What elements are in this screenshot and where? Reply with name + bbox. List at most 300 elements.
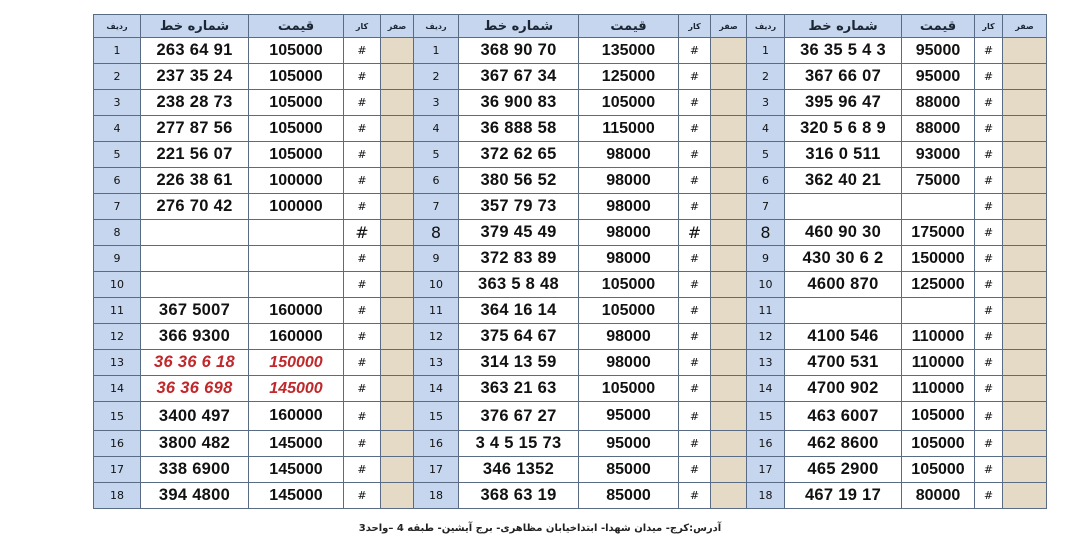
work-mark: # (975, 431, 1003, 457)
row-index: 15 (747, 402, 785, 431)
price-value: 115000 (579, 116, 679, 142)
price-value: 110000 (902, 324, 975, 350)
row-index: 8 (94, 220, 141, 246)
zero-cell (381, 298, 414, 324)
table-row (94, 142, 1047, 168)
work-mark: # (679, 194, 711, 220)
work-mark: # (679, 38, 711, 64)
zero-cell (711, 246, 747, 272)
price-value: 98000 (579, 194, 679, 220)
price-value: 160000 (249, 402, 344, 431)
line-number: 380 56 52 (459, 168, 579, 194)
zero-cell (711, 272, 747, 298)
table-row (94, 38, 1047, 64)
price-value: 105000 (902, 402, 975, 431)
line-number: 376 67 27 (459, 402, 579, 431)
work-mark: # (975, 220, 1003, 246)
zero-cell (1003, 350, 1047, 376)
table-row (94, 431, 1047, 457)
price-value: 98000 (579, 220, 679, 246)
price-value: 105000 (579, 376, 679, 402)
line-number: 367 66 07 (785, 64, 902, 90)
work-mark: # (975, 168, 1003, 194)
address-footer: آدرس:کرج- میدان شهدا- ابتداخیابان مظاهری- برج آیشین- طبقه 4 –واحد3 (358, 523, 722, 534)
work-mark: # (975, 402, 1003, 431)
work-mark: # (344, 376, 381, 402)
work-mark: # (344, 90, 381, 116)
price-value: 175000 (902, 220, 975, 246)
work-mark: # (975, 483, 1003, 509)
zero-cell (1003, 431, 1047, 457)
row-index: 12 (414, 324, 459, 350)
line-number: 4100 546 (785, 324, 902, 350)
work-mark: # (975, 324, 1003, 350)
row-index: 6 (414, 168, 459, 194)
zero-cell (381, 38, 414, 64)
line-number: 430 30 6 2 (785, 246, 902, 272)
price-value: 100000 (249, 194, 344, 220)
row-index: 18 (747, 483, 785, 509)
row-index: 14 (747, 376, 785, 402)
line-number: 4700 902 (785, 376, 902, 402)
work-mark: # (344, 457, 381, 483)
row-index: 12 (94, 324, 141, 350)
line-number: 4700 531 (785, 350, 902, 376)
price-value: 105000 (579, 272, 679, 298)
work-mark: # (344, 38, 381, 64)
row-index: 4 (747, 116, 785, 142)
zero-cell (381, 402, 414, 431)
zero-cell (711, 38, 747, 64)
line-number: 338 6900 (141, 457, 249, 483)
work-mark: # (344, 402, 381, 431)
work-mark: # (975, 194, 1003, 220)
work-mark: # (975, 90, 1003, 116)
row-index: 3 (94, 90, 141, 116)
header-price: قیمت (579, 15, 679, 38)
row-index: 13 (94, 350, 141, 376)
row-index: 9 (414, 246, 459, 272)
row-index: 1 (414, 38, 459, 64)
price-value: 98000 (579, 246, 679, 272)
zero-cell (381, 272, 414, 298)
work-mark: # (975, 116, 1003, 142)
line-number: 3400 497 (141, 402, 249, 431)
zero-cell (711, 457, 747, 483)
work-mark: # (679, 142, 711, 168)
row-index: 6 (747, 168, 785, 194)
work-mark: # (679, 298, 711, 324)
zero-cell (381, 220, 414, 246)
price-value: 105000 (249, 142, 344, 168)
zero-cell (1003, 168, 1047, 194)
row-index: 13 (747, 350, 785, 376)
zero-cell (1003, 324, 1047, 350)
price-value (249, 246, 344, 272)
zero-cell (1003, 457, 1047, 483)
work-mark: # (344, 350, 381, 376)
line-number (141, 246, 249, 272)
row-index: 10 (94, 272, 141, 298)
price-table (93, 14, 1047, 509)
header-row (94, 15, 1047, 38)
price-value: 75000 (902, 168, 975, 194)
work-mark: # (344, 324, 381, 350)
zero-cell (1003, 272, 1047, 298)
row-index: 16 (94, 431, 141, 457)
header-row-label: ردیف (414, 15, 459, 38)
zero-cell (711, 483, 747, 509)
row-index: 7 (414, 194, 459, 220)
header-price: قیمت (902, 15, 975, 38)
row-index: 13 (414, 350, 459, 376)
header-zero: صفر (1003, 15, 1047, 38)
row-index: 7 (747, 194, 785, 220)
price-value: 105000 (579, 298, 679, 324)
line-number: 395 96 47 (785, 90, 902, 116)
zero-cell (1003, 376, 1047, 402)
zero-cell (381, 431, 414, 457)
row-index: 5 (747, 142, 785, 168)
price-value: 150000 (902, 246, 975, 272)
zero-cell (711, 402, 747, 431)
zero-cell (1003, 116, 1047, 142)
row-index: 5 (94, 142, 141, 168)
zero-cell (381, 246, 414, 272)
price-value: 85000 (579, 457, 679, 483)
zero-cell (381, 168, 414, 194)
table-row (94, 350, 1047, 376)
line-number: 3800 482 (141, 431, 249, 457)
zero-cell (711, 298, 747, 324)
line-number: 263 64 91 (141, 38, 249, 64)
zero-cell (711, 90, 747, 116)
row-index: 18 (414, 483, 459, 509)
row-index: 11 (414, 298, 459, 324)
work-mark: # (344, 272, 381, 298)
work-mark: # (344, 220, 381, 246)
work-mark: # (679, 350, 711, 376)
work-mark: # (344, 168, 381, 194)
line-number: 357 79 73 (459, 194, 579, 220)
line-number (785, 194, 902, 220)
zero-cell (1003, 220, 1047, 246)
work-mark: # (975, 246, 1003, 272)
row-index: 7 (94, 194, 141, 220)
zero-cell (381, 483, 414, 509)
row-index: 9 (747, 246, 785, 272)
line-number: 314 13 59 (459, 350, 579, 376)
table-row (94, 457, 1047, 483)
zero-cell (1003, 64, 1047, 90)
line-number (785, 298, 902, 324)
table-row (94, 194, 1047, 220)
row-index: 2 (414, 64, 459, 90)
line-number: 363 5 8 48 (459, 272, 579, 298)
zero-cell (1003, 38, 1047, 64)
work-mark: # (344, 194, 381, 220)
zero-cell (1003, 142, 1047, 168)
zero-cell (711, 116, 747, 142)
row-index: 4 (414, 116, 459, 142)
table-row (94, 376, 1047, 402)
row-index: 2 (747, 64, 785, 90)
work-mark: # (679, 272, 711, 298)
line-number: 346 1352 (459, 457, 579, 483)
line-number: 36 36 6 18 (141, 350, 249, 376)
work-mark: # (679, 246, 711, 272)
line-number: 226 38 61 (141, 168, 249, 194)
zero-cell (381, 64, 414, 90)
work-mark: # (679, 220, 711, 246)
price-value: 95000 (579, 431, 679, 457)
price-value: 110000 (902, 376, 975, 402)
line-number: 36 35 5 4 3 (785, 38, 902, 64)
price-value: 105000 (249, 64, 344, 90)
row-index: 3 (747, 90, 785, 116)
table-row (94, 402, 1047, 431)
price-value: 98000 (579, 168, 679, 194)
work-mark: # (344, 116, 381, 142)
row-index: 16 (414, 431, 459, 457)
line-number: 368 63 19 (459, 483, 579, 509)
work-mark: # (679, 402, 711, 431)
row-index: 10 (414, 272, 459, 298)
work-mark: # (679, 90, 711, 116)
zero-cell (711, 194, 747, 220)
line-number: 36 888 58 (459, 116, 579, 142)
table-row (94, 64, 1047, 90)
table-row (94, 298, 1047, 324)
line-number: 367 67 34 (459, 64, 579, 90)
table-row (94, 246, 1047, 272)
price-value (249, 220, 344, 246)
price-value: 145000 (249, 431, 344, 457)
line-number: 462 8600 (785, 431, 902, 457)
header-zero: صفر (711, 15, 747, 38)
line-number: 372 83 89 (459, 246, 579, 272)
line-number: 320 5 6 8 9 (785, 116, 902, 142)
line-number: 467 19 17 (785, 483, 902, 509)
header-line-number: شماره خط (785, 15, 902, 38)
row-index: 2 (94, 64, 141, 90)
line-number: 372 62 65 (459, 142, 579, 168)
row-index: 11 (94, 298, 141, 324)
line-number: 368 90 70 (459, 38, 579, 64)
zero-cell (1003, 246, 1047, 272)
row-index: 1 (747, 38, 785, 64)
price-value: 95000 (579, 402, 679, 431)
line-number: 36 900 83 (459, 90, 579, 116)
zero-cell (1003, 298, 1047, 324)
price-value: 105000 (249, 90, 344, 116)
price-value (902, 194, 975, 220)
row-index: 15 (94, 402, 141, 431)
line-number: 237 35 24 (141, 64, 249, 90)
zero-cell (711, 168, 747, 194)
price-value: 110000 (902, 350, 975, 376)
price-value: 88000 (902, 90, 975, 116)
header-row-label: ردیف (747, 15, 785, 38)
line-number: 221 56 07 (141, 142, 249, 168)
table-row (94, 220, 1047, 246)
line-number: 465 2900 (785, 457, 902, 483)
zero-cell (381, 90, 414, 116)
price-value: 105000 (249, 116, 344, 142)
price-value: 125000 (902, 272, 975, 298)
zero-cell (381, 194, 414, 220)
row-index: 18 (94, 483, 141, 509)
line-number: 4600 870 (785, 272, 902, 298)
zero-cell (381, 350, 414, 376)
header-price: قیمت (249, 15, 344, 38)
line-number: 276 70 42 (141, 194, 249, 220)
price-value: 105000 (249, 38, 344, 64)
table-row (94, 324, 1047, 350)
line-number: 362 40 21 (785, 168, 902, 194)
zero-cell (381, 376, 414, 402)
work-mark: # (679, 457, 711, 483)
header-row-label: ردیف (94, 15, 141, 38)
row-index: 16 (747, 431, 785, 457)
work-mark: # (344, 298, 381, 324)
work-mark: # (975, 272, 1003, 298)
price-value: 160000 (249, 298, 344, 324)
zero-cell (381, 324, 414, 350)
header-work: کار (679, 15, 711, 38)
work-mark: # (679, 116, 711, 142)
zero-cell (1003, 194, 1047, 220)
line-number (141, 272, 249, 298)
table-row (94, 90, 1047, 116)
line-number: 363 21 63 (459, 376, 579, 402)
table-row (94, 483, 1047, 509)
price-value: 85000 (579, 483, 679, 509)
zero-cell (1003, 90, 1047, 116)
header-line-number: شماره خط (459, 15, 579, 38)
price-value: 105000 (902, 457, 975, 483)
row-index: 5 (414, 142, 459, 168)
price-value (902, 298, 975, 324)
line-number: 379 45 49 (459, 220, 579, 246)
price-value: 88000 (902, 116, 975, 142)
row-index: 11 (747, 298, 785, 324)
price-value: 95000 (902, 38, 975, 64)
price-value: 105000 (579, 90, 679, 116)
line-number: 277 87 56 (141, 116, 249, 142)
row-index: 1 (94, 38, 141, 64)
price-value (249, 272, 344, 298)
work-mark: # (344, 483, 381, 509)
zero-cell (381, 116, 414, 142)
line-number: 36 36 698 (141, 376, 249, 402)
work-mark: # (679, 431, 711, 457)
price-value: 150000 (249, 350, 344, 376)
price-value: 95000 (902, 64, 975, 90)
row-index: 8 (414, 220, 459, 246)
line-number: 316 0 511 (785, 142, 902, 168)
price-value: 80000 (902, 483, 975, 509)
work-mark: # (679, 64, 711, 90)
line-number: 375 64 67 (459, 324, 579, 350)
row-index: 3 (414, 90, 459, 116)
work-mark: # (344, 142, 381, 168)
table-row (94, 168, 1047, 194)
row-index: 6 (94, 168, 141, 194)
price-value: 125000 (579, 64, 679, 90)
work-mark: # (975, 142, 1003, 168)
header-line-number: شماره خط (141, 15, 249, 38)
row-index: 4 (94, 116, 141, 142)
price-value: 98000 (579, 350, 679, 376)
price-value: 145000 (249, 483, 344, 509)
row-index: 17 (747, 457, 785, 483)
zero-cell (381, 142, 414, 168)
price-value: 100000 (249, 168, 344, 194)
price-value: 145000 (249, 376, 344, 402)
zero-cell (711, 142, 747, 168)
price-value: 98000 (579, 142, 679, 168)
price-value: 160000 (249, 324, 344, 350)
work-mark: # (975, 298, 1003, 324)
zero-cell (381, 457, 414, 483)
row-index: 10 (747, 272, 785, 298)
work-mark: # (679, 483, 711, 509)
zero-cell (711, 350, 747, 376)
zero-cell (711, 64, 747, 90)
row-index: 8 (747, 220, 785, 246)
work-mark: # (975, 376, 1003, 402)
price-value: 93000 (902, 142, 975, 168)
row-index: 12 (747, 324, 785, 350)
line-number: 3 4 5 15 73 (459, 431, 579, 457)
work-mark: # (975, 64, 1003, 90)
work-mark: # (975, 38, 1003, 64)
line-number: 394 4800 (141, 483, 249, 509)
zero-cell (1003, 483, 1047, 509)
price-value: 135000 (579, 38, 679, 64)
line-number: 366 9300 (141, 324, 249, 350)
line-number: 364 16 14 (459, 298, 579, 324)
row-index: 14 (94, 376, 141, 402)
zero-cell (711, 431, 747, 457)
line-number: 238 28 73 (141, 90, 249, 116)
zero-cell (711, 220, 747, 246)
work-mark: # (344, 431, 381, 457)
line-number: 460 90 30 (785, 220, 902, 246)
line-number (141, 220, 249, 246)
line-number: 367 5007 (141, 298, 249, 324)
work-mark: # (344, 246, 381, 272)
work-mark: # (975, 457, 1003, 483)
zero-cell (711, 324, 747, 350)
zero-cell (711, 376, 747, 402)
work-mark: # (344, 64, 381, 90)
price-value: 98000 (579, 324, 679, 350)
header-work: کار (344, 15, 381, 38)
row-index: 15 (414, 402, 459, 431)
work-mark: # (975, 350, 1003, 376)
row-index: 14 (414, 376, 459, 402)
price-value: 105000 (902, 431, 975, 457)
work-mark: # (679, 168, 711, 194)
work-mark: # (679, 324, 711, 350)
line-number: 463 6007 (785, 402, 902, 431)
row-index: 17 (94, 457, 141, 483)
header-zero: صفر (381, 15, 414, 38)
row-index: 17 (414, 457, 459, 483)
table-row (94, 272, 1047, 298)
